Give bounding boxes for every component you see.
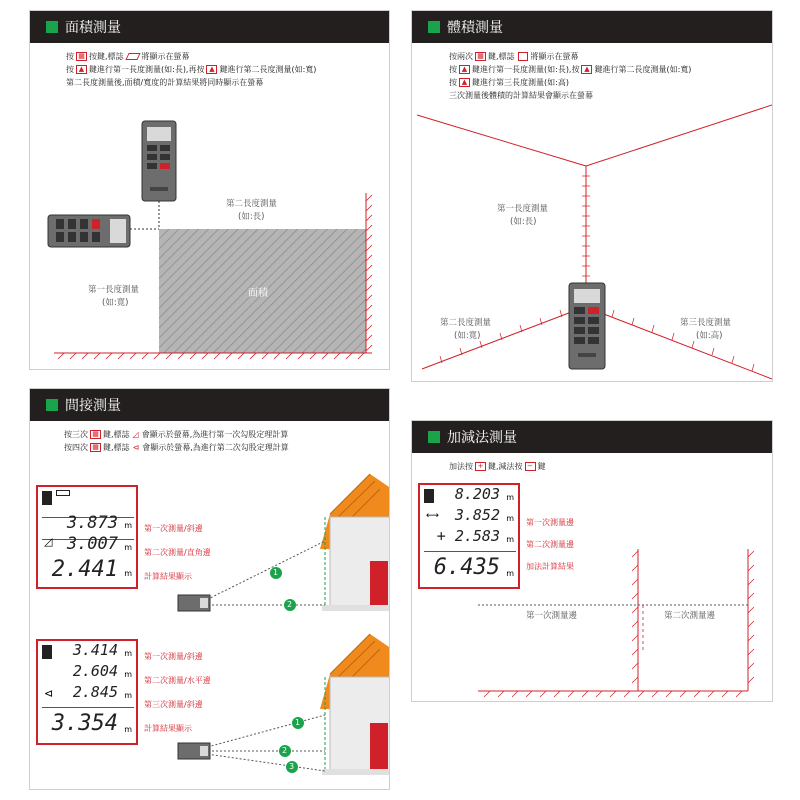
badge-3: 3: [289, 762, 295, 771]
double-angle-icon: ⊲: [44, 687, 54, 700]
addsub-diagram: [412, 421, 773, 702]
lcd2-unit-3: m: [124, 691, 132, 700]
triangle-icon: ◿: [132, 430, 139, 439]
volume-first-sub: (如:長): [510, 217, 537, 227]
indirect-title: 間接測量: [65, 398, 121, 414]
addsub-label-3: 加法計算結果: [526, 562, 574, 571]
volume-instruction-4: 三次測量後體積的計算結果會顯示在螢幕: [449, 91, 593, 100]
lcd1-row2: 3.007: [66, 534, 118, 554]
lcd1-label-2: 第二次測量/直角邊: [144, 548, 211, 557]
angle-icon: ◿: [44, 535, 53, 548]
measure-key-icon: ▲: [76, 65, 87, 74]
addsub-instruction: 加法按 + 鍵,減法按 − 鍵: [449, 462, 546, 471]
measure-key-icon: ▲: [459, 65, 470, 74]
addsub-label-1: 第一次測量邊: [526, 518, 574, 527]
addsub-unit-2: m: [506, 514, 514, 523]
badge-1b: 1: [295, 718, 301, 727]
rangefinder-device-horizontal: [48, 215, 130, 247]
lcd1-row1: 3.873: [66, 513, 118, 533]
indirect-instruction-2: 按四次 ▦ 鍵,標誌 ⊲ 會顯示於螢幕,為進行第二次勾股定理計算: [64, 443, 289, 452]
area-diagram: [30, 11, 390, 370]
function-key-icon: ▦: [90, 443, 101, 452]
indirect-instruction-1: 按三次 ▦ 鍵,標誌 ◿ 會顯示於螢幕,為進行第一次勾股定理計算: [64, 430, 289, 439]
addsub-unit-3: m: [506, 535, 514, 544]
addsub-title: 加減法測量: [447, 430, 517, 446]
function-key-icon: ▦: [90, 430, 101, 439]
lcd2-row1: 3.414: [72, 641, 118, 659]
volume-instruction-2: 按 ▲ 鍵進行第一長度測量(如:長),按 ▲ 鍵進行第二長度測量(如:寬): [449, 65, 692, 74]
lcd2-label-1: 第一次測量/斜邊: [144, 652, 203, 661]
addsub-unit-4: m: [506, 569, 514, 578]
rangefinder-device-vertical: [142, 121, 176, 201]
area-panel: [29, 10, 390, 370]
volume-first-label: 第一長度測量: [497, 204, 549, 214]
function-key-icon: ▦: [475, 52, 486, 61]
plus-key-icon: +: [475, 462, 486, 471]
addsub-row1: 8.203: [454, 485, 500, 503]
addsub-row2: 3.852: [454, 506, 500, 524]
area-instruction-1: 按 ▦ 按鍵,標誌 將顯示在螢幕: [66, 52, 190, 61]
minus-key-icon: −: [525, 462, 536, 471]
area-second-label: 第二長度測量: [226, 199, 278, 209]
lcd2-result: 3.354: [51, 711, 118, 736]
addsub-row3: + 2.583: [436, 527, 500, 545]
volume-instruction-1: 按兩次 ▦ 鍵,標誌 將顯示在螢幕: [449, 52, 579, 61]
volume-title: 體積測量: [447, 20, 503, 36]
volume-second-label: 第二長度測量: [440, 318, 492, 328]
lcd2-unit-2: m: [124, 670, 132, 679]
lcd2-label-4: 計算結果顯示: [144, 724, 192, 733]
volume-second-sub: (如:寬): [454, 331, 481, 341]
badge-2b: 2: [282, 746, 288, 755]
double-triangle-icon: ⊲: [132, 443, 140, 452]
lcd1-unit-3: m: [124, 569, 132, 578]
area-title: 面積測量: [65, 20, 121, 36]
badge-2: 2: [287, 600, 293, 609]
indirect-houses: [30, 389, 390, 790]
lcd1-result: 2.441: [51, 557, 118, 582]
function-key-icon: ▦: [76, 52, 87, 61]
addsub-first-label: 第一次測量邊: [526, 611, 578, 621]
volume-third-sub: (如:高): [696, 331, 723, 341]
addsub-label-2: 第二次測量邊: [526, 540, 574, 549]
lcd2-unit-1: m: [124, 649, 132, 658]
area-first-label: 第一長度測量: [88, 285, 140, 295]
area-instruction-3: 第二長度測量後,面積/寬度的計算結果將同時顯示在螢幕: [66, 78, 264, 87]
area-first-sub: (如:寬): [102, 298, 129, 308]
lcd2-unit-4: m: [124, 725, 132, 734]
volume-panel: [411, 10, 773, 382]
addsub-second-label: 第二次測量邊: [664, 611, 716, 621]
badge-1: 1: [273, 568, 279, 577]
length-icon: ⟷: [426, 511, 439, 521]
addsub-panel: [411, 420, 773, 702]
lcd1-unit-1: m: [124, 521, 132, 530]
measure-key-icon: ▲: [581, 65, 592, 74]
indirect-panel: [29, 388, 390, 790]
lcd2-row2: 2.604: [72, 662, 118, 680]
lcd1-unit-2: m: [124, 543, 132, 552]
area-center-label: 面積: [248, 288, 268, 299]
addsub-result: 6.435: [433, 555, 500, 580]
area-instruction-2: 按 ▲ 鍵進行第一長度測量(如:長),再按 ▲ 鍵進行第二長度測量(如:寬): [66, 65, 317, 74]
lcd1-label-3: 計算結果顯示: [144, 572, 192, 581]
lcd2-label-3: 第三次測量/斜邊: [144, 700, 203, 709]
volume-instruction-3: 按 ▲ 鍵進行第三長度測量(如:高): [449, 78, 569, 87]
measure-key-icon: ▲: [206, 65, 217, 74]
area-second-sub: (如:長): [238, 212, 265, 222]
lcd2-row3: 2.845: [72, 683, 118, 701]
lcd1-label-1: 第一次測量/斜邊: [144, 524, 203, 533]
addsub-unit-1: m: [506, 493, 514, 502]
lcd2-label-2: 第二次測量/水平邊: [144, 676, 211, 685]
rangefinder-device: [569, 283, 605, 369]
measure-key-icon: ▲: [459, 78, 470, 87]
house-1: [178, 474, 390, 611]
volume-third-label: 第三長度測量: [680, 318, 732, 328]
